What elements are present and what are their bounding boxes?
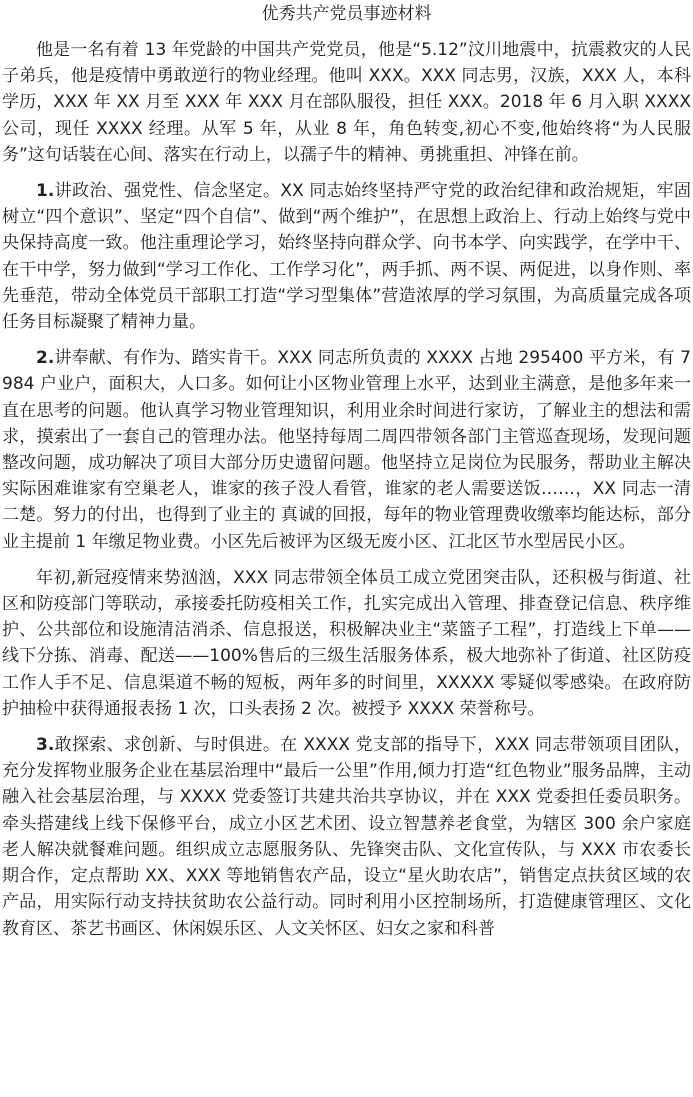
paragraph-text: 他是一名有着 13 年党龄的中国共产党党员，他是“5.12”汶川地震中，抗震救灾的人民子弟兵，他是疫情中勇敢逆行的物业经理。他叫 XXX。XXX 同志男，汉族，XXX 人，本科学历，XXX 年 XX 月至 XXX 年 XXX 月在部队服役，担任 XXX。2018 年 6 月入职 XXXX 公司，现任 XXXX 经理。从军 5 年，从业 8 年，角色转变,初心不变,他始终将“为人民服务”这句话装在心间、落实在行动上，以孺子牛的精神、勇挑重担、冲锋在前。 bbox=[2, 40, 691, 165]
document-title: 优秀共产党员事迹材料 bbox=[261, 4, 432, 24]
paragraph-text: 讲奉献、有作为、踏实肯干。XXX 同志所负责的 XXXX 占地 295400 平方米，有 7984 户业户，面积大，人口多。如何让小区物业管理上水平，达到业主满意，是他多年来一直在思考的问题。他认真学习物业管理知识，利用业余时间进行家访，了解业主的想法和需求，摸索出了一套自己的管理办法。他坚持每周二周四带领各部门主管巡查现场，发现问题整改问题，成功解决了项目大部分历史遗留问题。他坚持立足岗位为民服务，帮助业主解决实际困难谁家有空巢老人，谁家的孩子没人看管，谁家的老人需要送饭……，XX 同志一清二楚。努力的付出，也得到了业主的 真诚的回报，每年的物业管理费收缴率均能达标，部分业主提前 1 年缴足物业费。小区先后被评为区级无废小区、江北区节水型居民小区。 bbox=[2, 348, 691, 552]
section-number: 2. bbox=[36, 348, 55, 369]
paragraph-epidemic bbox=[2, 565, 691, 722]
paragraph-dedication bbox=[2, 345, 691, 555]
paragraph-intro bbox=[2, 37, 691, 168]
section-number: 3. bbox=[36, 735, 55, 756]
paragraph-text: 敢探索、求创新、与时俱进。在 XXXX 党支部的指导下，XXX 同志带领项目团队，充分发挥物业服务企业在基层治理中“最后一公里”作用,倾力打造“红色物业”服务品牌，主动融入社会基层治理，与 XXXX 党委签订共建共治共享协议，并在 XXX 党委担任委员职务。牵头搭建线上线下保修平台，成立小区艺术团、设立智慧养老食堂，为辖区 300 余户家庭老人解决就餐难问题。组织成立志愿服务队、先锋突击队、文化宣传队，与 XXX 市农委长期合作，定点帮助 XX、XXX 等地销售农产品，设立“星火助农店”，销售定点扶贫区域的农产品，用实际行动支持扶贫助农公益行动。同时利用小区控制场所，打造健康管理区、文化教育区、茶艺书画区、休闲娱乐区、人文关怀区、妇女之家和科普 bbox=[2, 735, 691, 939]
paragraph-innovation bbox=[2, 732, 691, 942]
paragraph-text: 讲政治、强党性、信念坚定。XX 同志始终坚持严守党的政治纪律和政治规矩，牢固树立“四个意识”、坚定“四个自信”、做到“两个维护”，在思想上政治上、行动上始终与党中央保持高度一致。他注重理论学习，始终坚持向群众学、向书本学、向实践学，在学中干、在干中学，努力做到“学习工作化、工作学习化”，两手抓、两不误、两促进，以身作则、率先垂范，带动全体党员干部职工打造“学习型集体”营造浓厚的学习氛围，为高质量完成各项任务目标凝聚了精神力量。 bbox=[2, 181, 691, 333]
paragraph-text: 年初,新冠疫情来势汹汹，XXX 同志带领全体员工成立党团突击队，还积极与街道、社区和防疫部门等联动，承接委托防疫相关工作，扎实完成出入管理、排查登记信息、秩序维护、公共部位和设施清洁消杀、信息报送，积极解决业主“菜篮子工程”，打造线上下单——线下分拣、消毒、配送——100%售后的三级生活服务体系，极大地弥补了街道、社区防疫工作人手不足、信息渠道不畅的短板，两年多的时间里，XXXXX 零疑似零感染。在政府防护抽检中获得通报表扬 1 次，口头表扬 2 次。被授予 XXXX 荣誉称号。 bbox=[2, 567, 691, 719]
section-number: 1. bbox=[36, 181, 55, 202]
paragraph-politics bbox=[2, 178, 691, 335]
